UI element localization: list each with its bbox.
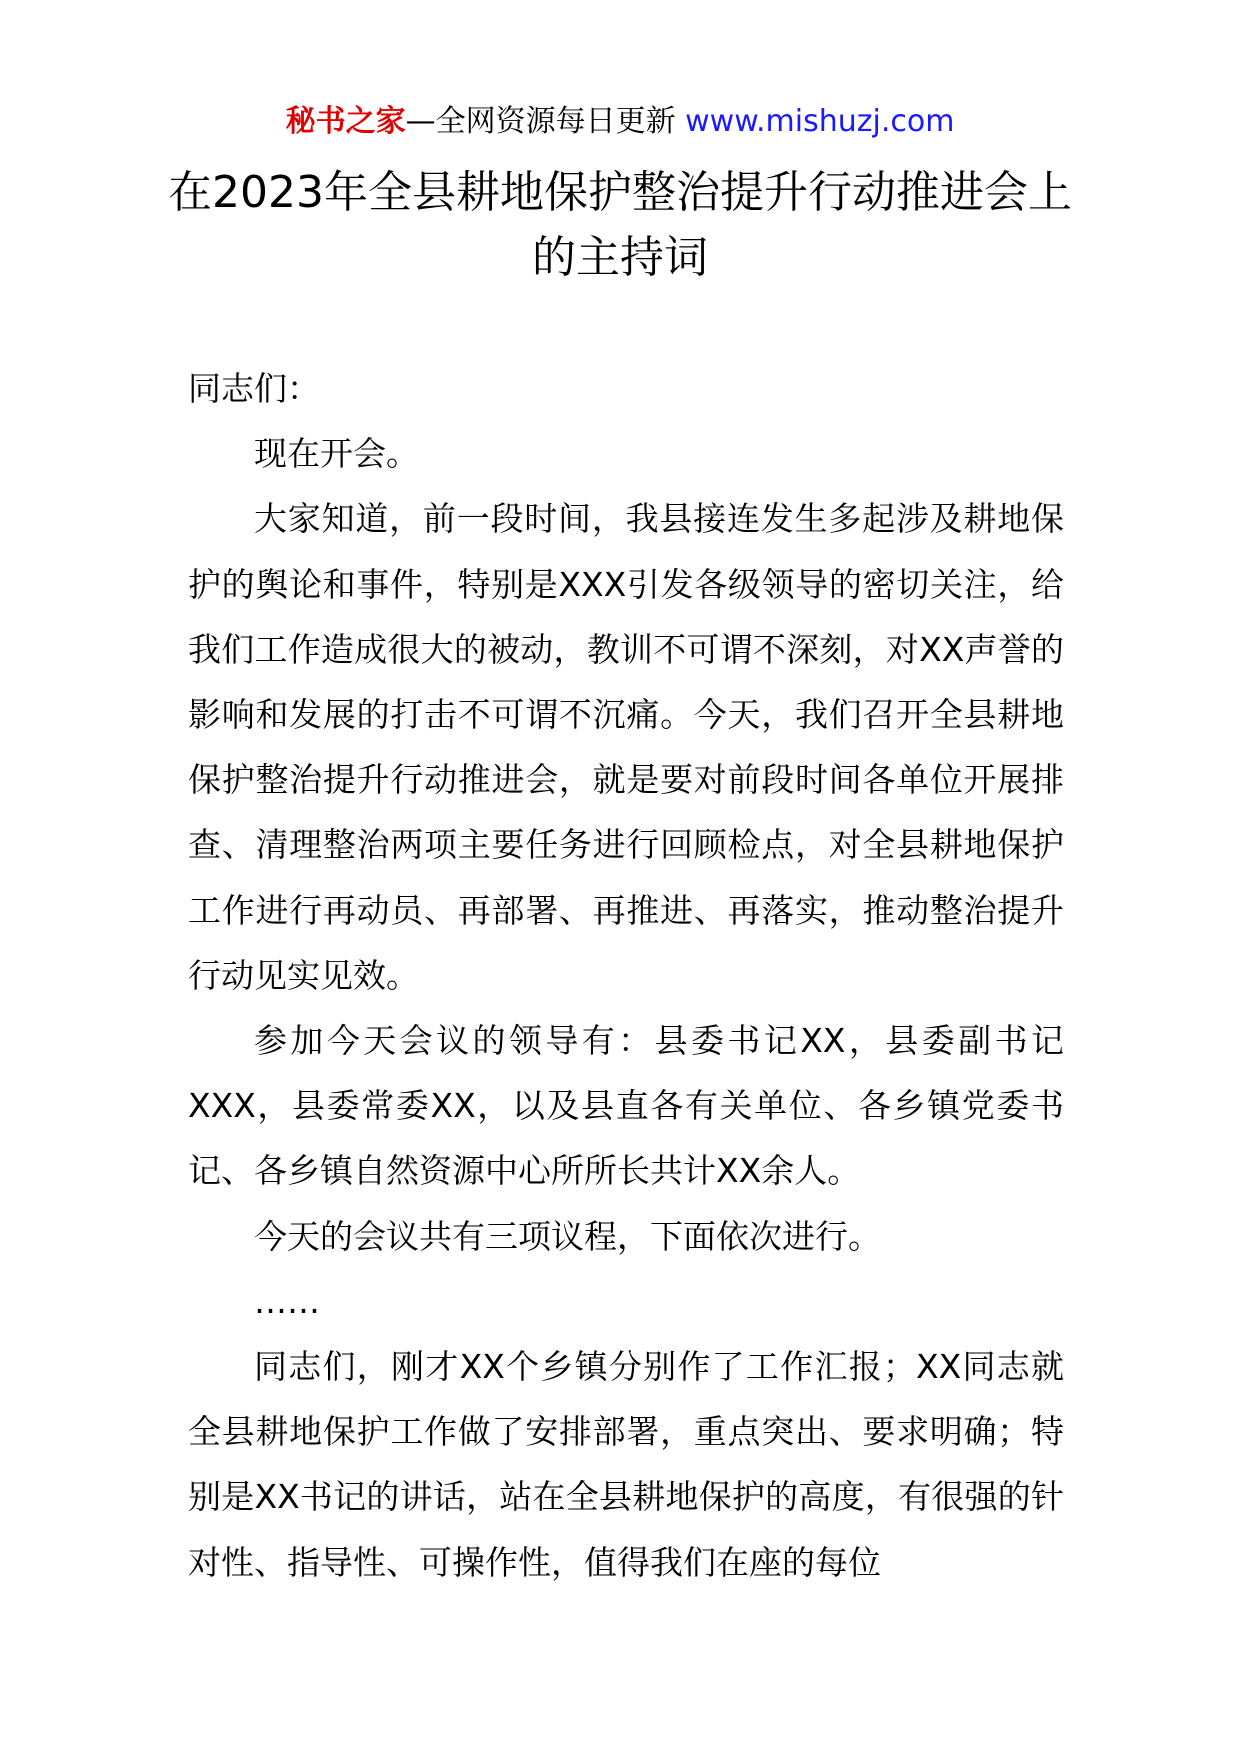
- paragraph: 大家知道，前一段时间，我县接连发生多起涉及耕地保护的舆论和事件，特别是XXX引发各级领导的密切关注，给我们工作造成很大的被动，教训不可谓不深刻，对XX声誉的影响和发展的打击不可谓不沉痛。今天，我们召开全县耕地保护整治提升行动推进会，就是要对前段时间各单位开展排查、清理整治两项主要任务进行回顾检点，对全县耕地保护工作进行再动员、再部署、再推进、再落实，推动整治提升行动见实见效。: [188, 499, 1064, 995]
- header-tagline: —全网资源每日更新: [405, 104, 686, 139]
- brand-name: 秘书之家: [285, 104, 406, 139]
- document-title: 在2023年全县耕地保护整治提升行动推进会上的主持词: [168, 167, 1072, 283]
- salutation: 同志们：: [188, 369, 320, 408]
- paragraph: 同志们，刚才XX个乡镇分别作了工作汇报；XX同志就全县耕地保护工作做了安排部署，重点突出、要求明确；特别是XX书记的讲话，站在全县耕地保护的高度，有很强的针对性、指导性、可操作性，值得我们在座的每位: [188, 1347, 1064, 1582]
- paragraph: 参加今天会议的领导有：县委书记XX，县委副书记XXX，县委常委XX，以及县直各有关单位、各乡镇党委书记、各乡镇自然资源中心所所长共计XX余人。: [188, 1021, 1064, 1191]
- document-body: [188, 356, 1064, 1595]
- paragraph: 现在开会。: [254, 434, 419, 474]
- paragraph-ellipsis: ……: [254, 1281, 320, 1321]
- paragraph: 今天的会议共有三项议程，下面依次进行。: [254, 1216, 881, 1256]
- site-header: [0, 102, 1240, 142]
- site-url-link[interactable]: www.mishuzj.com: [685, 104, 955, 139]
